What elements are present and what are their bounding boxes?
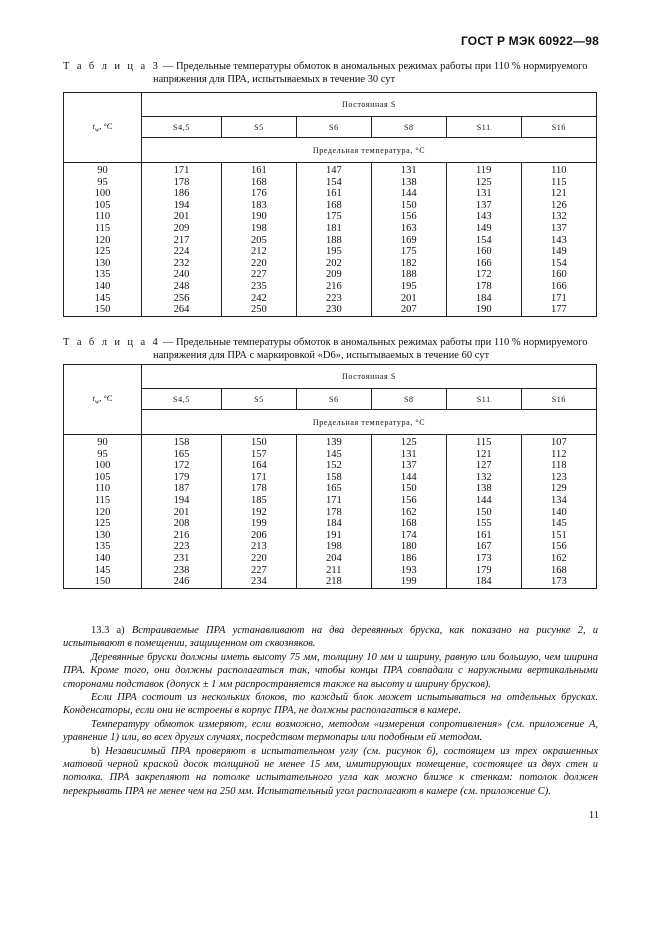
limit-temperature-value: 201 bbox=[400, 292, 417, 304]
limit-temperature-value: 143 bbox=[475, 211, 492, 223]
limit-temperature-value: 125 bbox=[475, 176, 492, 188]
limit-temperature-value: 193 bbox=[400, 564, 417, 576]
limit-temperature-value: 155 bbox=[475, 518, 492, 530]
s-column-header: S16 bbox=[521, 389, 596, 410]
tw-value: 120 bbox=[94, 234, 111, 246]
limit-temperature-value: 208 bbox=[173, 518, 190, 530]
tw-value: 100 bbox=[94, 460, 111, 472]
limit-temperature-column bbox=[296, 163, 371, 317]
table4-label: Т а б л и ц а 4 bbox=[63, 337, 161, 348]
limit-temperature-value: 206 bbox=[251, 529, 267, 541]
tw-value: 145 bbox=[94, 564, 111, 576]
table3-caption bbox=[63, 60, 598, 86]
limit-temperature-value: 218 bbox=[325, 576, 342, 588]
limit-temperature-value: 171 bbox=[550, 292, 567, 304]
paragraph-text: Независимый ПРА проверяют в испытательном углу (см. рисунок 6), состоящем из трех окрашенных матовой черной краской досок толщиной не менее 15 мм, имитирующих помещение, состоящее из двух стен и потолка. ПРА закрепляют на потолке испытательного угла как можно ближе к стенкам: потолок должен перекрывать ПРА не менее чем на 250 мм. Испытательный угол располагают в камере (см. приложение С). bbox=[63, 745, 599, 797]
limit-temperature-column bbox=[446, 435, 521, 589]
clause-letter: b) bbox=[91, 745, 106, 757]
tw-value: 150 bbox=[94, 576, 111, 588]
limit-temperature-value: 131 bbox=[400, 448, 417, 460]
limit-temperature-value: 123 bbox=[550, 471, 567, 483]
limit-temperature-value: 149 bbox=[550, 246, 567, 258]
limit-temperature-column bbox=[371, 435, 446, 589]
limit-temperature-value: 158 bbox=[173, 437, 190, 448]
tw-value: 115 bbox=[94, 494, 111, 506]
tw-value: 90 bbox=[97, 165, 108, 176]
limit-temperature-value: 178 bbox=[325, 506, 342, 518]
paragraph-13-3-a bbox=[63, 624, 598, 651]
limit-temperature-value: 138 bbox=[400, 176, 417, 188]
t-symbol: t bbox=[92, 121, 95, 132]
tw-value: 90 bbox=[97, 437, 108, 448]
tw-value: 105 bbox=[94, 471, 111, 483]
tw-value: 145 bbox=[94, 292, 111, 304]
limit-temperature-value: 121 bbox=[550, 188, 567, 200]
limit-temperature-value: 227 bbox=[251, 269, 267, 281]
limit-temperature-value: 144 bbox=[475, 494, 492, 506]
limit-temperature-value: 191 bbox=[325, 529, 342, 541]
limit-temperature-value: 152 bbox=[325, 460, 342, 472]
limit-temperature-value: 230 bbox=[325, 304, 342, 316]
table4-caption-line1: — Предельные температуры обмоток в аномальных режимах работы при 110 % нормируемого bbox=[160, 337, 588, 348]
limit-temperature-value: 138 bbox=[475, 483, 492, 495]
limit-temperature-value: 145 bbox=[550, 518, 567, 530]
limit-temperature-value: 194 bbox=[173, 199, 190, 211]
limit-temperature-value: 172 bbox=[475, 269, 492, 281]
paragraph-winding-temperature: Температуру обмоток измеряют, если возможно, методом «измерения сопротивления» (см. приложение А, уравнение 1) или, во всех других случаях, посредством термопары или подобным ей методом. bbox=[63, 718, 598, 744]
limit-temperature-value: 199 bbox=[400, 576, 417, 588]
limit-temperature-value: 175 bbox=[325, 211, 342, 223]
limit-temperature-value: 179 bbox=[173, 471, 190, 483]
table3-caption-line2: напряжения для ПРА, испытываемых в течение 30 сут bbox=[153, 74, 396, 85]
limit-temperature-value: 157 bbox=[251, 448, 267, 460]
tw-value: 105 bbox=[94, 199, 111, 211]
limit-temperature-value: 190 bbox=[475, 304, 492, 316]
limit-temperature-value: 115 bbox=[551, 176, 567, 188]
limit-temperature-value: 179 bbox=[475, 564, 492, 576]
table4 bbox=[63, 364, 597, 589]
s-column-header: S6 bbox=[296, 117, 371, 138]
limit-temperature-value: 220 bbox=[251, 552, 267, 564]
limit-temperature-value: 125 bbox=[400, 437, 417, 448]
limit-temperature-value: 162 bbox=[550, 552, 567, 564]
limit-temperature-value: 165 bbox=[325, 483, 342, 495]
limit-temperature-value: 118 bbox=[551, 460, 567, 472]
table3-caption-line1: — Предельные температуры обмоток в аномальных режимах работы при 110 % нормируемого bbox=[160, 61, 588, 72]
limit-temperature-value: 250 bbox=[251, 304, 267, 316]
body-text bbox=[63, 624, 598, 798]
tw-values-column bbox=[64, 163, 142, 317]
limit-temperature-value: 158 bbox=[325, 471, 342, 483]
paragraph-13-3-b bbox=[63, 745, 598, 799]
tw-value: 135 bbox=[94, 541, 111, 553]
s-column-header: S11 bbox=[446, 389, 521, 410]
limit-temperature-value: 231 bbox=[173, 552, 190, 564]
limit-temperature-value: 131 bbox=[400, 165, 417, 176]
limit-temperature-value: 201 bbox=[173, 506, 190, 518]
limit-temperature-value: 150 bbox=[475, 506, 492, 518]
limit-temperature-value: 131 bbox=[475, 188, 492, 200]
limit-temperature-value: 168 bbox=[400, 518, 417, 530]
limit-temperature-value: 232 bbox=[173, 257, 190, 269]
limit-temperature-value: 186 bbox=[173, 188, 190, 200]
tw-value: 100 bbox=[94, 188, 111, 200]
tw-value: 115 bbox=[94, 222, 111, 234]
limit-temperature-value: 184 bbox=[475, 292, 492, 304]
limit-temperature-value: 168 bbox=[251, 176, 267, 188]
limit-temperature-column bbox=[221, 435, 296, 589]
t-unit: , °C bbox=[99, 393, 113, 404]
limit-temperature-value: 139 bbox=[325, 437, 342, 448]
limit-temperature-value: 150 bbox=[400, 199, 417, 211]
paragraph-wooden-bars: Деревянные бруски должны иметь высоту 75 мм, толщину 10 мм и ширину, равную или большую, чем ширина ПРА. Кроме того, они должны располагаться так, чтобы концы ПРА совпадали с наружными вертикальными сторонами подставок (допуск ± 1 мм распространяется также на высоту и ширину брусков). bbox=[63, 651, 598, 690]
limit-temperature-value: 195 bbox=[400, 280, 417, 292]
limit-temperature-value: 168 bbox=[325, 199, 342, 211]
limit-temperature-value: 216 bbox=[325, 280, 342, 292]
table3 bbox=[63, 92, 597, 317]
tw-value: 140 bbox=[94, 280, 111, 292]
limit-temperature-value: 162 bbox=[400, 506, 417, 518]
limit-temperature-value: 154 bbox=[550, 257, 567, 269]
limit-temperature-value: 235 bbox=[251, 280, 267, 292]
limit-temperature-value: 205 bbox=[251, 234, 267, 246]
limit-temperature-value: 161 bbox=[475, 529, 492, 541]
table3-t-header bbox=[64, 93, 142, 163]
limit-temperature-value: 187 bbox=[173, 483, 190, 495]
limit-temperature-value: 119 bbox=[476, 165, 492, 176]
limit-temperature-value: 195 bbox=[325, 246, 342, 258]
limit-temperature-value: 198 bbox=[325, 541, 342, 553]
limit-temperature-value: 256 bbox=[173, 292, 190, 304]
limit-temperature-value: 175 bbox=[400, 246, 417, 258]
limit-temperature-value: 134 bbox=[550, 494, 567, 506]
limit-temperature-column bbox=[521, 435, 596, 589]
limit-temperature-value: 177 bbox=[550, 304, 567, 316]
table3-label: Т а б л и ц а 3 bbox=[63, 61, 161, 72]
limit-temperature-value: 190 bbox=[251, 211, 267, 223]
limit-temperature-value: 216 bbox=[173, 529, 190, 541]
tw-value: 135 bbox=[94, 269, 111, 281]
limit-temperature-value: 154 bbox=[475, 234, 492, 246]
limit-temperature-value: 144 bbox=[400, 471, 417, 483]
limit-temperature-value: 178 bbox=[475, 280, 492, 292]
tw-value: 130 bbox=[94, 257, 111, 269]
limit-temperature-value: 188 bbox=[325, 234, 342, 246]
limit-temperature-value: 173 bbox=[475, 552, 492, 564]
limit-temperature-value: 129 bbox=[550, 483, 567, 495]
limit-temperature-value: 144 bbox=[400, 188, 417, 200]
limit-temperature-value: 172 bbox=[173, 460, 190, 472]
limit-temperature-value: 209 bbox=[325, 269, 342, 281]
limit-temperature-column bbox=[142, 435, 222, 589]
limit-temperature-value: 126 bbox=[550, 199, 567, 211]
limit-temperature-value: 202 bbox=[325, 257, 342, 269]
limit-temperature-value: 171 bbox=[173, 165, 190, 176]
limit-temperature-value: 171 bbox=[325, 494, 342, 506]
paragraph-text: Встраиваемые ПРА устанавливают на два деревянных бруска, как показано на рисунке 2, и испытывают в помещении, защищенном от сквозняков. bbox=[63, 625, 598, 650]
limit-temperature-value: 160 bbox=[475, 246, 492, 258]
s-column-header: S8 bbox=[371, 389, 446, 410]
limit-temperature-value: 137 bbox=[400, 460, 417, 472]
t-symbol: t bbox=[92, 393, 95, 404]
limit-temperature-value: 178 bbox=[251, 483, 267, 495]
limit-temperature-value: 127 bbox=[475, 460, 492, 472]
limit-temperature-value: 166 bbox=[475, 257, 492, 269]
limit-temperature-value: 121 bbox=[475, 448, 492, 460]
table4-s-header-row bbox=[64, 389, 597, 410]
limit-temperature-column bbox=[446, 163, 521, 317]
limit-temperature-value: 173 bbox=[550, 576, 567, 588]
limit-temperature-value: 217 bbox=[173, 234, 190, 246]
limit-temperature-column bbox=[521, 163, 596, 317]
limit-temperature-value: 199 bbox=[251, 518, 267, 530]
limit-temperature-value: 145 bbox=[325, 448, 342, 460]
s-column-header: S8 bbox=[371, 117, 446, 138]
limit-temperature-value: 147 bbox=[325, 165, 342, 176]
tw-value: 150 bbox=[94, 304, 111, 316]
tw-value: 125 bbox=[94, 246, 111, 258]
tw-value: 95 bbox=[97, 176, 108, 188]
limit-temperature-value: 204 bbox=[325, 552, 342, 564]
table4-subheader: Предельная температура, °C bbox=[142, 410, 597, 435]
limit-temperature-value: 185 bbox=[251, 494, 267, 506]
limit-temperature-value: 240 bbox=[173, 269, 190, 281]
limit-temperature-value: 171 bbox=[251, 471, 267, 483]
limit-temperature-value: 224 bbox=[173, 246, 190, 258]
s-column-header: S11 bbox=[446, 117, 521, 138]
t-subscript: w bbox=[94, 127, 100, 134]
table4-group-header: Постоянная S bbox=[142, 365, 597, 389]
limit-temperature-value: 242 bbox=[251, 292, 267, 304]
tw-value: 130 bbox=[94, 529, 111, 541]
page-number: 11 bbox=[588, 810, 599, 821]
limit-temperature-value: 137 bbox=[550, 222, 567, 234]
limit-temperature-column bbox=[221, 163, 296, 317]
limit-temperature-value: 246 bbox=[173, 576, 190, 588]
limit-temperature-value: 169 bbox=[400, 234, 417, 246]
limit-temperature-value: 248 bbox=[173, 280, 190, 292]
limit-temperature-value: 184 bbox=[325, 518, 342, 530]
limit-temperature-value: 182 bbox=[400, 257, 417, 269]
limit-temperature-value: 167 bbox=[475, 541, 492, 553]
limit-temperature-value: 161 bbox=[251, 165, 267, 176]
tw-value: 125 bbox=[94, 518, 111, 530]
tw-value: 140 bbox=[94, 552, 111, 564]
limit-temperature-value: 115 bbox=[476, 437, 492, 448]
t-unit: , °C bbox=[99, 121, 113, 132]
s-column-header: S5 bbox=[221, 389, 296, 410]
table4-t-header bbox=[64, 365, 142, 435]
limit-temperature-value: 156 bbox=[400, 211, 417, 223]
s-column-header: S16 bbox=[521, 117, 596, 138]
limit-temperature-value: 184 bbox=[475, 576, 492, 588]
table3-subheader: Предельная температура, °C bbox=[142, 138, 597, 163]
limit-temperature-value: 227 bbox=[251, 564, 267, 576]
limit-temperature-value: 264 bbox=[173, 304, 190, 316]
limit-temperature-value: 143 bbox=[550, 234, 567, 246]
limit-temperature-value: 181 bbox=[325, 222, 342, 234]
tw-value: 110 bbox=[94, 211, 111, 223]
tw-value: 110 bbox=[94, 483, 111, 495]
clause-number: 13.3 а) bbox=[91, 625, 132, 636]
limit-temperature-value: 132 bbox=[550, 211, 567, 223]
limit-temperature-value: 220 bbox=[251, 257, 267, 269]
limit-temperature-value: 165 bbox=[173, 448, 190, 460]
limit-temperature-value: 154 bbox=[325, 176, 342, 188]
s-column-header: S4,5 bbox=[142, 117, 222, 138]
limit-temperature-value: 140 bbox=[550, 506, 567, 518]
limit-temperature-value: 180 bbox=[400, 541, 417, 553]
tw-value: 120 bbox=[94, 506, 111, 518]
limit-temperature-value: 166 bbox=[550, 280, 567, 292]
paragraph-multiple-blocks: Если ПРА состоит из нескольких блоков, то каждый блок может испытываться на отдельных брусках. Конденсаторы, если они не встроены в корпус ПРА, не должны располагаться в камере. bbox=[63, 692, 598, 717]
limit-temperature-column bbox=[296, 435, 371, 589]
limit-temperature-value: 156 bbox=[550, 541, 567, 553]
table4-caption-line2: напряжения для ПРА с маркировкой «D6», испытываемых в течение 60 сут bbox=[153, 350, 490, 361]
limit-temperature-value: 112 bbox=[551, 448, 567, 460]
limit-temperature-value: 174 bbox=[400, 529, 417, 541]
t-subscript: w bbox=[94, 399, 100, 406]
limit-temperature-value: 234 bbox=[251, 576, 267, 588]
limit-temperature-value: 211 bbox=[326, 564, 342, 576]
s-column-header: S6 bbox=[296, 389, 371, 410]
table3-s-header-row bbox=[64, 117, 597, 138]
limit-temperature-value: 188 bbox=[400, 269, 417, 281]
limit-temperature-value: 183 bbox=[251, 199, 267, 211]
table3-group-header: Постоянная S bbox=[142, 93, 597, 117]
table4-caption bbox=[63, 336, 598, 362]
limit-temperature-value: 198 bbox=[251, 222, 267, 234]
limit-temperature-value: 223 bbox=[173, 541, 190, 553]
limit-temperature-value: 192 bbox=[251, 506, 267, 518]
limit-temperature-value: 194 bbox=[173, 494, 190, 506]
tw-values-column bbox=[64, 435, 142, 589]
limit-temperature-value: 107 bbox=[550, 437, 567, 448]
limit-temperature-value: 151 bbox=[550, 529, 567, 541]
limit-temperature-value: 209 bbox=[173, 222, 190, 234]
limit-temperature-value: 178 bbox=[173, 176, 190, 188]
tw-value: 95 bbox=[97, 448, 108, 460]
limit-temperature-column bbox=[371, 163, 446, 317]
limit-temperature-value: 149 bbox=[475, 222, 492, 234]
document-header: ГОСТ Р МЭК 60922—98 bbox=[460, 34, 599, 48]
limit-temperature-value: 161 bbox=[325, 188, 342, 200]
limit-temperature-value: 150 bbox=[251, 437, 267, 448]
limit-temperature-value: 137 bbox=[475, 199, 492, 211]
limit-temperature-value: 150 bbox=[400, 483, 417, 495]
limit-temperature-value: 164 bbox=[251, 460, 267, 472]
limit-temperature-value: 207 bbox=[400, 304, 417, 316]
limit-temperature-value: 163 bbox=[400, 222, 417, 234]
limit-temperature-value: 201 bbox=[173, 211, 190, 223]
limit-temperature-value: 186 bbox=[400, 552, 417, 564]
limit-temperature-value: 160 bbox=[550, 269, 567, 281]
s-column-header: S5 bbox=[221, 117, 296, 138]
limit-temperature-value: 212 bbox=[251, 246, 267, 258]
table3-data-row bbox=[64, 163, 597, 317]
table4-data-row bbox=[64, 435, 597, 589]
limit-temperature-value: 238 bbox=[173, 564, 190, 576]
limit-temperature-value: 223 bbox=[325, 292, 342, 304]
limit-temperature-column bbox=[142, 163, 222, 317]
limit-temperature-value: 110 bbox=[551, 165, 567, 176]
limit-temperature-value: 213 bbox=[251, 541, 267, 553]
limit-temperature-value: 132 bbox=[475, 471, 492, 483]
limit-temperature-value: 176 bbox=[251, 188, 267, 200]
s-column-header: S4,5 bbox=[142, 389, 222, 410]
limit-temperature-value: 168 bbox=[550, 564, 567, 576]
limit-temperature-value: 156 bbox=[400, 494, 417, 506]
